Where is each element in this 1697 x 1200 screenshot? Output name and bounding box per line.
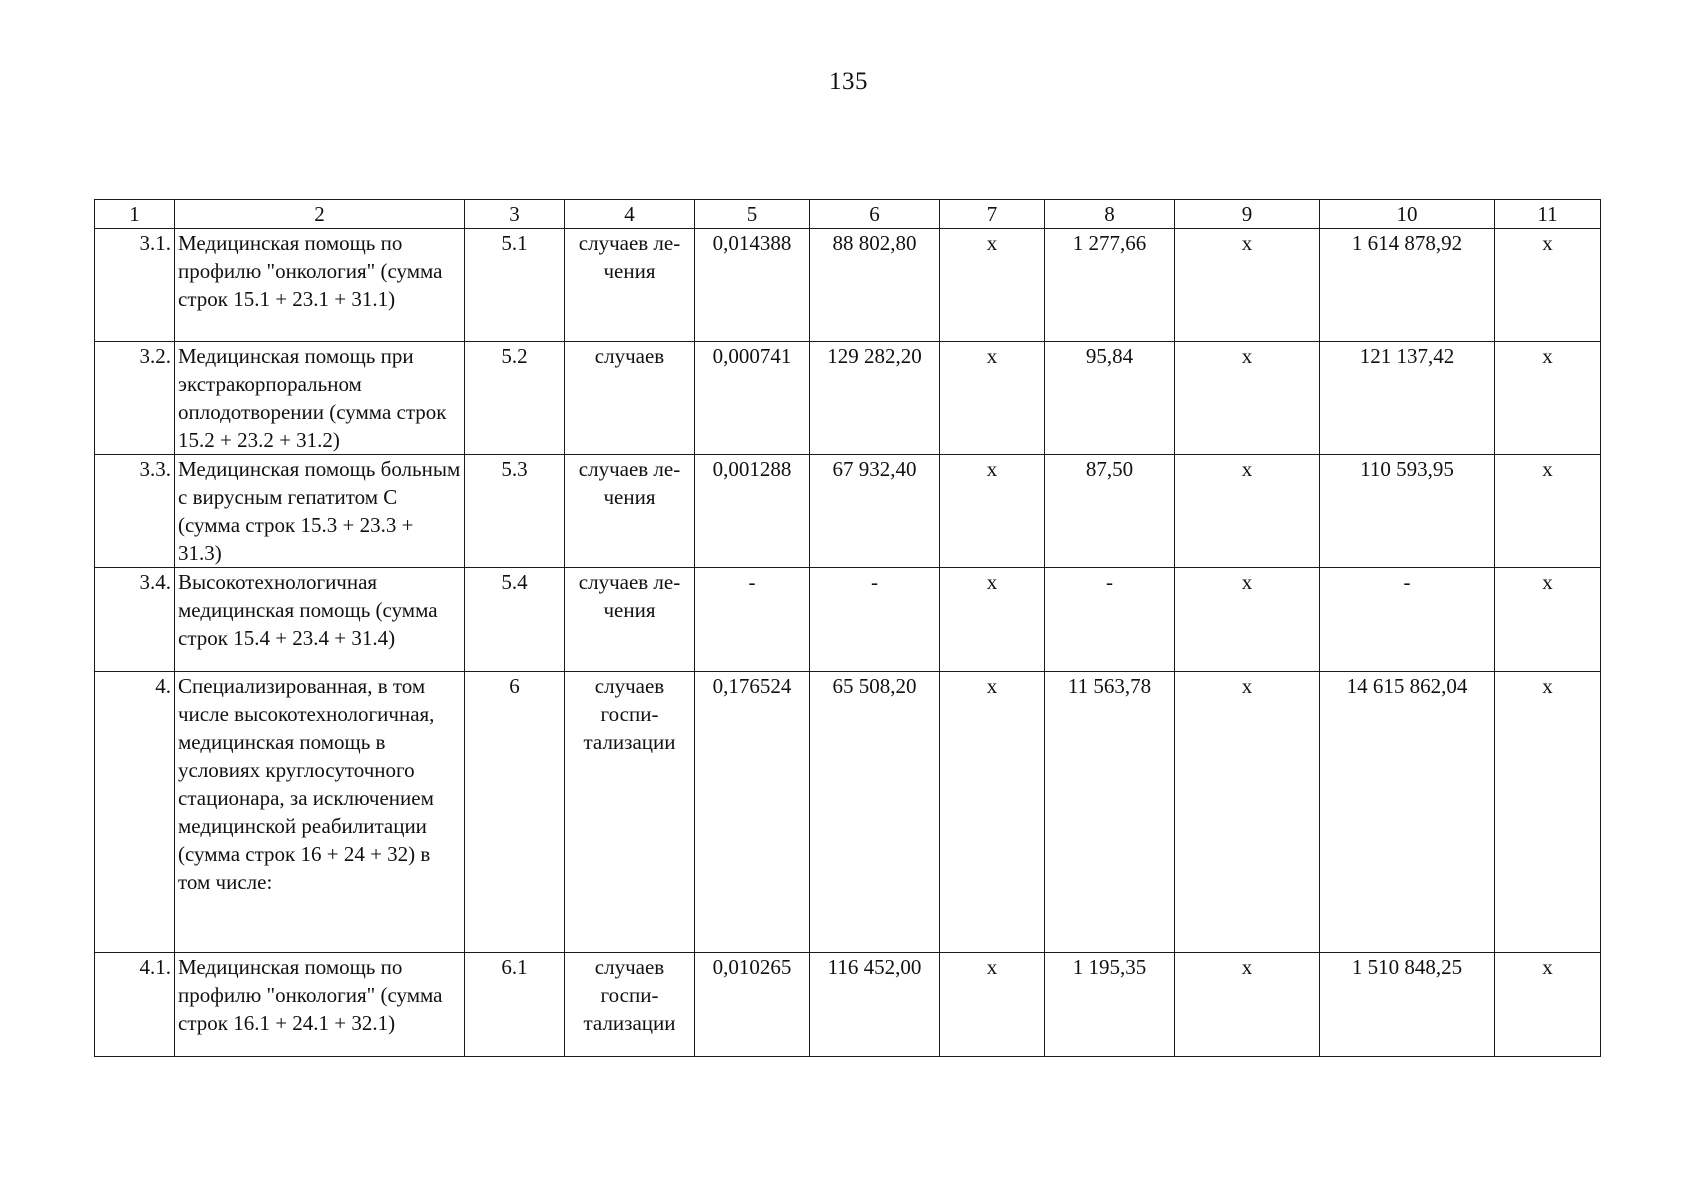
- total-cell: 121 137,42: [1320, 342, 1495, 455]
- col7-cell: х: [940, 568, 1045, 672]
- unit-cell: случаев: [565, 342, 695, 455]
- row-name-cell: Медицинская помощь по профилю "онкология" (сумма строк 15.1 + 23.1 + 31.1): [175, 229, 465, 342]
- row-code-cell: 5.1: [465, 229, 565, 342]
- row-number-cell: 4.: [95, 672, 175, 953]
- cost-cell: 129 282,20: [810, 342, 940, 455]
- col9-cell: х: [1175, 455, 1320, 568]
- total-cell: 110 593,95: [1320, 455, 1495, 568]
- row-number-cell: 3.3.: [95, 455, 175, 568]
- header-cell: 6: [810, 200, 940, 229]
- unit-cell: случаев ле-чения: [565, 455, 695, 568]
- per-capita-cell: 1 195,35: [1045, 953, 1175, 1057]
- header-cell: 7: [940, 200, 1045, 229]
- total-cell: 1 614 878,92: [1320, 229, 1495, 342]
- total-cell: 14 615 862,04: [1320, 672, 1495, 953]
- table-row: [95, 342, 1601, 455]
- per-capita-cell: 1 277,66: [1045, 229, 1175, 342]
- total-cell: -: [1320, 568, 1495, 672]
- table-row: [95, 953, 1601, 1057]
- col7-cell: х: [940, 342, 1045, 455]
- row-name-cell: Специализированная, в том числе высокотехнологичная, медицинская помощь в условиях круглосуточного стационара, за исключением медицинской реабилитации (сумма строк 16 + 24 + 32) в том числе:: [175, 672, 465, 953]
- row-number-cell: 4.1.: [95, 953, 175, 1057]
- row-code-cell: 5.2: [465, 342, 565, 455]
- row-code-cell: 5.3: [465, 455, 565, 568]
- header-cell: 1: [95, 200, 175, 229]
- unit-cell: случаев госпи-тализации: [565, 672, 695, 953]
- row-name-cell: Медицинская помощь при экстракорпоральном оплодотворении (сумма строк 15.2 + 23.2 + 31.2): [175, 342, 465, 455]
- col9-cell: х: [1175, 568, 1320, 672]
- unit-cell: случаев ле-чения: [565, 568, 695, 672]
- col9-cell: х: [1175, 229, 1320, 342]
- table-header-row: [95, 200, 1601, 229]
- header-cell: 4: [565, 200, 695, 229]
- col9-cell: х: [1175, 342, 1320, 455]
- per-capita-cell: 11 563,78: [1045, 672, 1175, 953]
- col11-cell: х: [1495, 229, 1601, 342]
- row-code-cell: 5.4: [465, 568, 565, 672]
- unit-cell: случаев ле-чения: [565, 229, 695, 342]
- norm-cell: 0,001288: [695, 455, 810, 568]
- per-capita-cell: 95,84: [1045, 342, 1175, 455]
- row-number-cell: 3.1.: [95, 229, 175, 342]
- row-name-cell: Высокотехнологичная медицинская помощь (сумма строк 15.4 + 23.4 + 31.4): [175, 568, 465, 672]
- row-number-cell: 3.4.: [95, 568, 175, 672]
- norm-cell: 0,000741: [695, 342, 810, 455]
- cost-cell: 65 508,20: [810, 672, 940, 953]
- col9-cell: х: [1175, 672, 1320, 953]
- header-cell: 11: [1495, 200, 1601, 229]
- row-number-cell: 3.2.: [95, 342, 175, 455]
- header-cell: 8: [1045, 200, 1175, 229]
- col11-cell: х: [1495, 455, 1601, 568]
- total-cell: 1 510 848,25: [1320, 953, 1495, 1057]
- col11-cell: х: [1495, 342, 1601, 455]
- norm-cell: -: [695, 568, 810, 672]
- cost-cell: 67 932,40: [810, 455, 940, 568]
- row-name-cell: Медицинская помощь по профилю "онкология" (сумма строк 16.1 + 24.1 + 32.1): [175, 953, 465, 1057]
- unit-cell: случаев госпи-тализации: [565, 953, 695, 1057]
- row-code-cell: 6: [465, 672, 565, 953]
- col7-cell: х: [940, 953, 1045, 1057]
- header-cell: 5: [695, 200, 810, 229]
- col7-cell: х: [940, 455, 1045, 568]
- cost-cell: -: [810, 568, 940, 672]
- norm-cell: 0,176524: [695, 672, 810, 953]
- row-name-cell: Медицинская помощь больным с вирусным гепатитом С (сумма строк 15.3 + 23.3 + 31.3): [175, 455, 465, 568]
- page-number: 135: [829, 68, 868, 95]
- table-row: [95, 568, 1601, 672]
- table-row: [95, 229, 1601, 342]
- table-row: [95, 672, 1601, 953]
- col7-cell: х: [940, 672, 1045, 953]
- per-capita-cell: 87,50: [1045, 455, 1175, 568]
- header-cell: 3: [465, 200, 565, 229]
- row-code-cell: 6.1: [465, 953, 565, 1057]
- header-cell: 2: [175, 200, 465, 229]
- header-cell: 9: [1175, 200, 1320, 229]
- per-capita-cell: -: [1045, 568, 1175, 672]
- header-cell: 10: [1320, 200, 1495, 229]
- data-table: [94, 199, 1601, 1057]
- cost-cell: 88 802,80: [810, 229, 940, 342]
- col11-cell: х: [1495, 672, 1601, 953]
- col7-cell: х: [940, 229, 1045, 342]
- col9-cell: х: [1175, 953, 1320, 1057]
- col11-cell: х: [1495, 568, 1601, 672]
- table-row: [95, 455, 1601, 568]
- col11-cell: х: [1495, 953, 1601, 1057]
- norm-cell: 0,014388: [695, 229, 810, 342]
- norm-cell: 0,010265: [695, 953, 810, 1057]
- cost-cell: 116 452,00: [810, 953, 940, 1057]
